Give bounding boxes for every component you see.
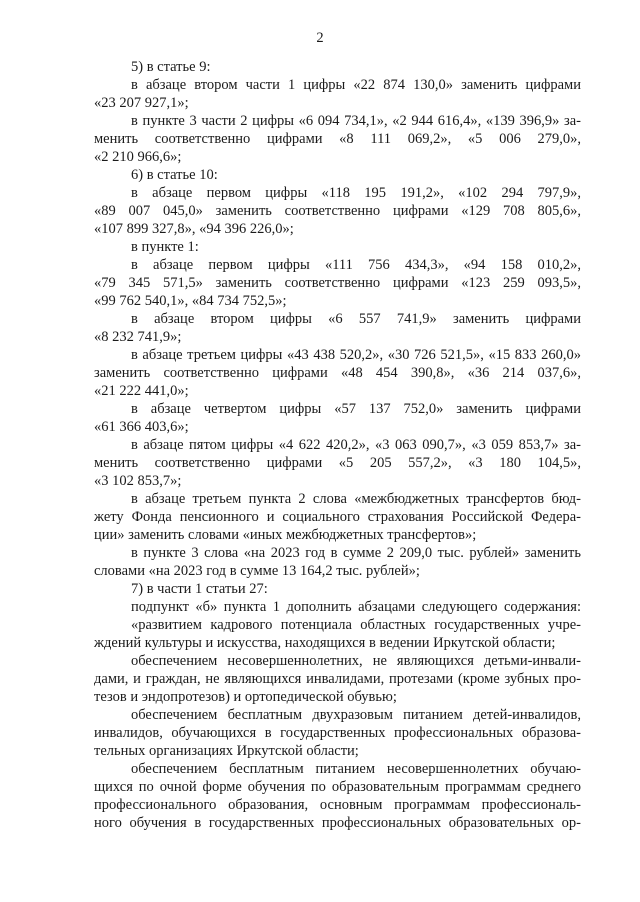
text-line: обеспечением несовершеннолетних, не являющихся детьми-инвали- — [131, 653, 581, 669]
text-line: жету Фонда пенсионного и социального страхования Российской Федера- — [94, 509, 581, 525]
text-line: «развитием кадрового потенциала областных государственных учре- — [131, 617, 581, 633]
text-line: в абзаце третьем цифры «43 438 520,2», «30 726 521,5», «15 833 260,0» — [131, 347, 581, 363]
text-line: тельных организациях Иркутской области; — [94, 743, 359, 759]
text-line: в абзаце пятом цифры «4 622 420,2», «3 063 090,7», «3 059 853,7» за- — [131, 437, 581, 453]
text-line: ного обучения в государственных профессиональных образовательных ор- — [94, 815, 581, 831]
text-line: ции» заменить словами «иных межбюджетных трансфертов»; — [94, 527, 477, 543]
text-line: менить соответственно цифрами «5 205 557,2», «3 180 104,5», — [94, 455, 581, 471]
text-line: «23 207 927,1»; — [94, 95, 189, 111]
text-line: обеспечением бесплатным питанием несовершеннолетних обучаю- — [131, 761, 581, 777]
text-line: в абзаце третьем пункта 2 слова «межбюджетных трансфертов бюд- — [131, 491, 581, 507]
text-line: «107 899 327,8», «94 396 226,0»; — [94, 221, 294, 237]
text-line: тезов и эндопротезов) и ортопедической обувью; — [94, 689, 397, 705]
text-line: ждений культуры и искусства, находящихся в ведении Иркутской области; — [94, 635, 556, 651]
text-line: «8 232 741,9»; — [94, 329, 182, 345]
text-line: в пункте 3 слова «на 2023 год в сумме 2 209,0 тыс. рублей» заменить — [131, 545, 581, 561]
document-body — [94, 58, 581, 832]
text-line: в пункте 1: — [131, 239, 199, 255]
text-line: «2 210 966,6»; — [94, 149, 182, 165]
text-line: «79 345 571,5» заменить соответственно цифрами «123 259 093,5», — [94, 275, 581, 291]
text-line: заменить соответственно цифрами «48 454 390,8», «36 214 037,6», — [94, 365, 581, 381]
text-line: щихся по очной форме обучения по образовательным программам среднего — [94, 779, 581, 795]
text-line: словами «на 2023 год в сумме 13 164,2 тыс. рублей»; — [94, 563, 420, 579]
text-line: в абзаце четвертом цифры «57 137 752,0» заменить цифрами — [131, 401, 581, 417]
text-line: 5) в статье 9: — [131, 59, 211, 75]
text-line: обеспечением бесплатным двухразовым питанием детей-инвалидов, — [131, 707, 581, 723]
text-line: «99 762 540,1», «84 734 752,5»; — [94, 293, 287, 309]
text-line: «21 222 441,0»; — [94, 383, 189, 399]
text-line: «89 007 045,0» заменить соответственно цифрами «129 708 805,6», — [94, 203, 581, 219]
text-line: в пункте 3 части 2 цифры «6 094 734,1», «2 944 616,4», «139 396,9» за- — [131, 113, 581, 129]
text-line: дами, и граждан, не являющихся инвалидами, протезами (кроме зубных про- — [94, 671, 581, 687]
text-line: 7) в части 1 статьи 27: — [131, 581, 268, 597]
text-line: в абзаце втором цифры «6 557 741,9» заменить цифрами — [131, 311, 581, 327]
page-number: 2 — [316, 30, 324, 46]
text-line: в абзаце первом цифры «111 756 434,3», «94 158 010,2», — [131, 257, 581, 273]
text-line: подпункт «б» пункта 1 дополнить абзацами следующего содержания: — [131, 599, 581, 615]
text-line: в абзаце первом цифры «118 195 191,2», «102 294 797,9», — [131, 185, 581, 201]
text-line: профессионального образования, основным программам профессиональ- — [94, 797, 581, 813]
text-line: «61 366 403,6»; — [94, 419, 189, 435]
text-line: «3 102 853,7»; — [94, 473, 182, 489]
text-line: менить соответственно цифрами «8 111 069,2», «5 006 279,0», — [94, 131, 581, 147]
text-line: инвалидов, обучающихся в государственных профессиональных образова- — [94, 725, 581, 741]
text-line: в абзаце втором части 1 цифры «22 874 130,0» заменить цифрами — [131, 77, 581, 93]
text-line: 6) в статье 10: — [131, 167, 218, 183]
